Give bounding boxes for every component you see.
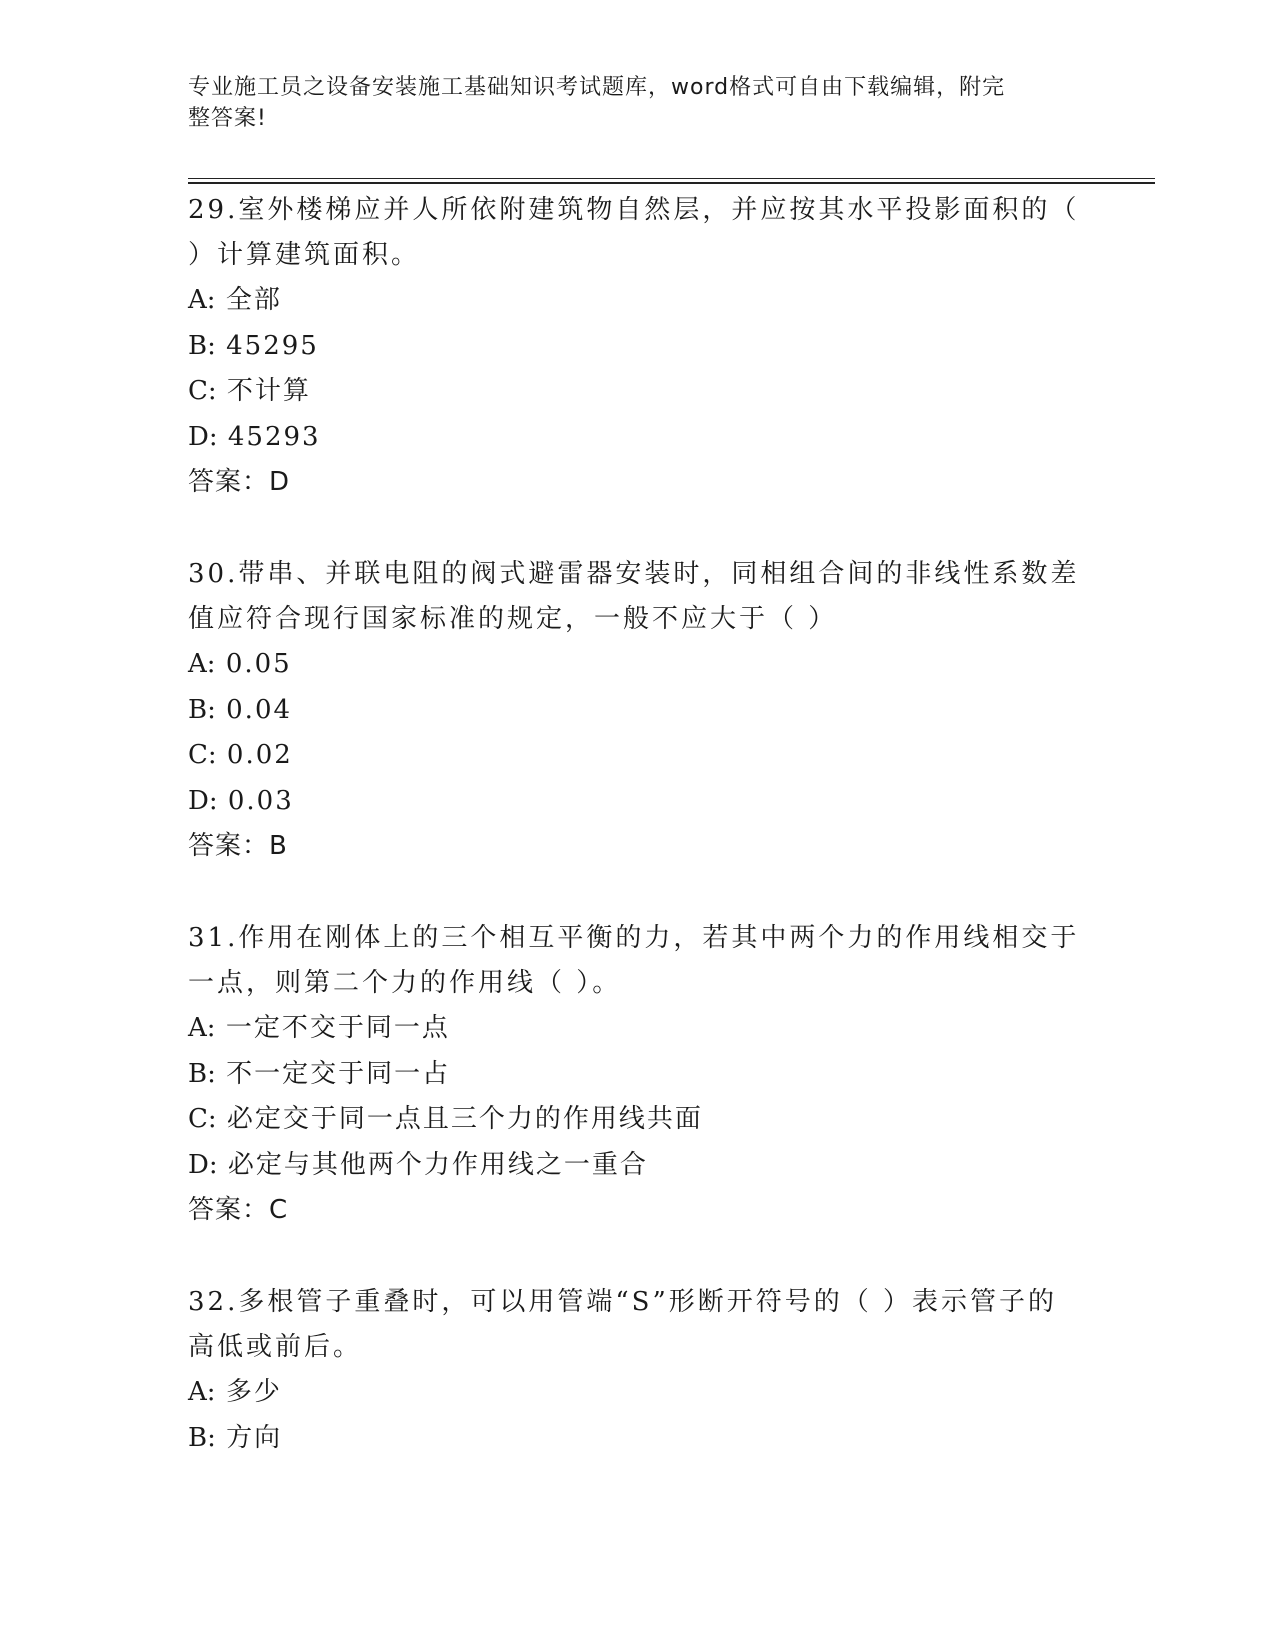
question-31 xyxy=(188,916,1088,1233)
question-line-1: 多根管子重叠时，可以用管端“S”形断开符号的（ ）表示管子的 xyxy=(238,1287,1058,1317)
question-line-1: 室外楼梯应并人所依附建筑物自然层，并应按其水平投影面积的（ xyxy=(238,195,1080,225)
option-letter: C: xyxy=(188,376,217,406)
option-b xyxy=(188,1416,1088,1462)
option-text: 45293 xyxy=(227,421,321,452)
option-letter: C: xyxy=(188,1104,217,1134)
question-number: 29. xyxy=(188,195,239,225)
question-30 xyxy=(188,552,1088,869)
option-letter: A: xyxy=(188,649,216,679)
option-d xyxy=(188,779,1088,825)
question-text xyxy=(188,1280,1088,1325)
option-text: 必定交于同一点且三个力的作用线共面 xyxy=(226,1104,703,1134)
option-text: 一定不交于同一点 xyxy=(225,1013,450,1043)
header-line-2: 整答案! xyxy=(188,106,267,131)
question-line-1: 带串、并联电阻的阀式避雷器安装时，同相组合间的非线性系数差 xyxy=(238,559,1080,589)
option-letter: D: xyxy=(188,1149,218,1180)
option-letter: B: xyxy=(188,1422,216,1453)
question-number: 31. xyxy=(188,923,239,953)
option-letter: B: xyxy=(188,694,216,725)
question-text xyxy=(188,188,1088,233)
option-text: 必定与其他两个力作用线之一重合 xyxy=(227,1149,648,1180)
question-text xyxy=(188,916,1088,961)
option-letter: D: xyxy=(188,421,218,452)
option-text: 0.05 xyxy=(225,649,292,679)
question-number: 32. xyxy=(188,1287,239,1317)
option-text: 0.04 xyxy=(226,694,293,725)
option-a xyxy=(188,642,1088,688)
option-text: 0.02 xyxy=(226,740,293,770)
option-a xyxy=(188,1006,1088,1052)
option-a xyxy=(188,278,1088,324)
question-line-2: 一点，则第二个力的作用线（ ）。 xyxy=(188,968,622,998)
option-letter: B: xyxy=(188,330,216,361)
option-letter: A: xyxy=(188,1013,216,1043)
option-letter: A: xyxy=(188,285,216,315)
option-b xyxy=(188,324,1088,370)
option-text: 不计算 xyxy=(226,376,311,406)
document-header xyxy=(188,72,1068,134)
option-text: 45295 xyxy=(226,330,319,361)
question-number: 30. xyxy=(188,559,239,589)
header-rule-thin xyxy=(188,178,1155,179)
question-line-2: 值应符合现行国家标准的规定，一般不应大于（ ） xyxy=(188,604,838,634)
option-text: 多少 xyxy=(225,1377,282,1407)
question-list xyxy=(188,188,1088,1508)
option-d xyxy=(188,415,1088,461)
option-letter: C: xyxy=(188,740,217,770)
answer-label: 答案：D xyxy=(188,467,291,497)
question-line-1: 作用在刚体上的三个相互平衡的力，若其中两个力的作用线相交于 xyxy=(238,923,1080,953)
option-a xyxy=(188,1370,1088,1416)
option-text: 不一定交于同一占 xyxy=(226,1058,451,1089)
question-29 xyxy=(188,188,1088,505)
question-line-2: ）计算建筑面积。 xyxy=(188,240,421,270)
option-c xyxy=(188,1097,1088,1143)
answer-label: 答案：B xyxy=(188,831,288,861)
option-text: 全部 xyxy=(225,285,282,315)
question-text xyxy=(188,552,1088,597)
option-text: 方向 xyxy=(226,1422,283,1453)
option-c xyxy=(188,733,1088,779)
question-line-2: 高低或前后。 xyxy=(188,1332,363,1362)
question-32 xyxy=(188,1280,1088,1461)
option-letter: B: xyxy=(188,1058,216,1089)
option-letter: A: xyxy=(188,1377,216,1407)
header-rule-thick xyxy=(188,182,1155,184)
option-b xyxy=(188,1052,1088,1098)
option-c xyxy=(188,369,1088,415)
option-d xyxy=(188,1143,1088,1189)
answer-label: 答案：C xyxy=(188,1195,289,1225)
option-letter: D: xyxy=(188,785,218,816)
option-text: 0.03 xyxy=(227,785,294,816)
header-line-1: 专业施工员之设备安装施工基础知识考试题库，word格式可自由下载编辑，附完 xyxy=(188,75,1006,100)
option-b xyxy=(188,688,1088,734)
